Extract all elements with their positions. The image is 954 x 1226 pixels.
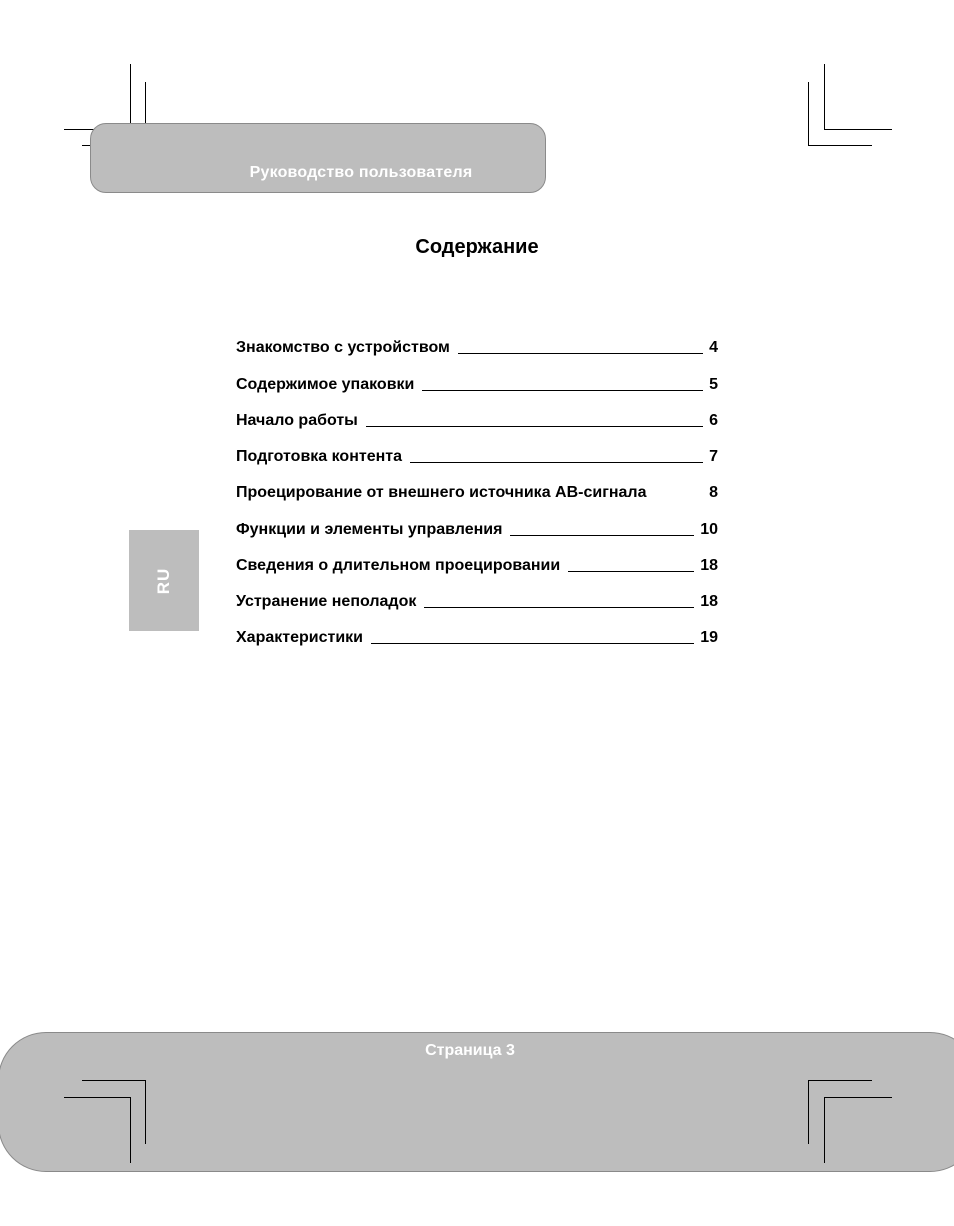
language-label: RU — [154, 567, 173, 594]
toc-leader-line — [422, 390, 703, 391]
crop-mark-bottom-right-inner — [808, 1080, 809, 1144]
crop-mark-top-right-h1 — [824, 129, 892, 130]
toc-entry-page: 8 — [709, 484, 718, 502]
toc-entry — [236, 503, 718, 539]
toc-leader-line — [371, 643, 694, 644]
toc-entry-page: 4 — [709, 339, 718, 357]
toc-entry-page: 19 — [700, 629, 718, 647]
crop-mark-top-right-inner — [808, 82, 809, 145]
toc-leader-line — [410, 462, 703, 463]
toc-entry-label: Характеристики — [236, 629, 364, 647]
page-number: Страница 3 — [425, 1042, 515, 1059]
header-tab — [90, 123, 546, 193]
toc-entry-label: Содержимое упаковки — [236, 375, 415, 393]
crop-mark-bottom-left-h2 — [64, 1097, 130, 1098]
page-title: Содержание — [415, 236, 539, 258]
toc-leader-line — [510, 535, 694, 536]
toc-entry-page: 18 — [700, 593, 718, 610]
toc-entry-page: 5 — [709, 375, 718, 393]
toc-leader-line — [424, 607, 694, 608]
crop-mark-top-left-outer — [130, 64, 131, 128]
toc-entry — [236, 395, 718, 431]
toc-entry — [236, 431, 718, 467]
crop-mark-top-right-outer — [824, 64, 825, 129]
crop-mark-bottom-left-outer — [130, 1097, 131, 1163]
toc-entry-label: Подготовка контента — [236, 448, 402, 465]
table-of-contents — [236, 322, 718, 648]
crop-mark-bottom-left-h1 — [82, 1080, 145, 1081]
toc-entry-page: 7 — [709, 448, 718, 465]
toc-entry-page: 6 — [709, 411, 718, 429]
toc-entry-label: Знакомство с устройством — [236, 339, 450, 357]
toc-entry-label: Функции и элементы управления — [236, 520, 503, 538]
toc-leader-line — [458, 353, 703, 354]
toc-leader-line — [568, 571, 694, 572]
toc-entry-page: 10 — [700, 520, 718, 538]
crop-mark-bottom-right-outer — [824, 1097, 825, 1163]
crop-mark-bottom-left-inner — [145, 1080, 146, 1144]
toc-entry — [236, 612, 718, 648]
toc-entry-label: Устранение неполадок — [236, 593, 417, 610]
toc-entry — [236, 358, 718, 394]
toc-entry — [236, 540, 718, 576]
toc-leader-line — [366, 426, 703, 427]
toc-entry-label: Сведения о длительном проецировании — [236, 556, 561, 574]
toc-entry-label: Начало работы — [236, 411, 358, 429]
header-title: Руководство пользователя — [249, 164, 473, 181]
crop-mark-bottom-right-h2 — [824, 1097, 892, 1098]
toc-entry — [236, 576, 718, 612]
toc-entry-page: 18 — [700, 556, 718, 574]
language-tab — [129, 530, 199, 631]
crop-mark-bottom-right-h1 — [808, 1080, 872, 1081]
toc-entry — [236, 467, 718, 503]
crop-mark-top-right-h2 — [808, 145, 872, 146]
toc-entry — [236, 322, 718, 358]
toc-entry-label: Проецирование от внешнего источника АВ-сигнала — [236, 484, 647, 502]
